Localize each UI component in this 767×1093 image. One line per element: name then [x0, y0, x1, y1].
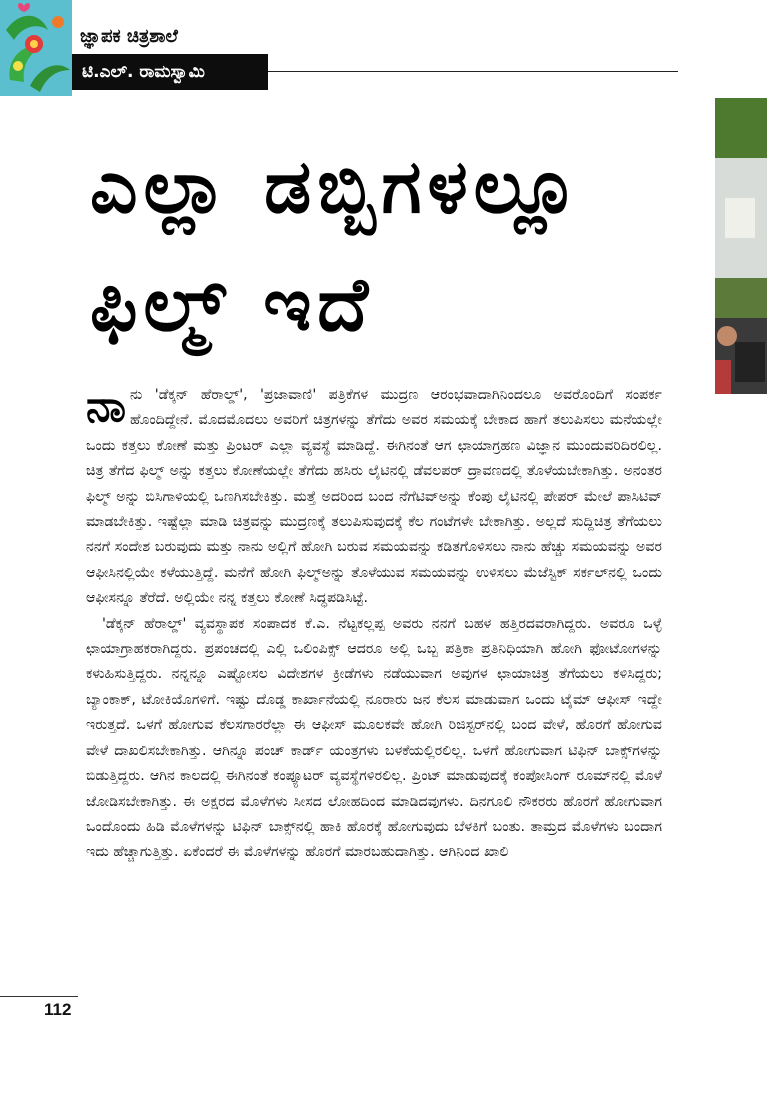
paragraph-1-text: ನು 'ಡೆಕ್ಕನ್ ಹೆರಾಲ್ಡ್', 'ಪ್ರಜಾವಾಣಿ' ಪತ್ರಿಕೆಗಳ ಮುದ್ರಣ ಆರಂಭವಾದಾಗಿನಿಂದಲೂ ಅವರೊಂದಿಗೆ ಸಂಪರ್ಕ ಹೊಂದಿದ್ದೇನೆ. ಮೊದಮೊದಲು ಅವರಿಗೆ ಚಿತ್ರಗಳನ್ನು ತೆಗೆದು ಅವರ ಸಮಯಕ್ಕೆ ಬೇಕಾದ ಹಾಗೆ ತಲುಪಿಸಲು ಮನೆಯಲ್ಲೇ ಒಂದು ಕತ್ತಲು ಕೋಣೆ ಮತ್ತು ಪ್ರಿಂಟರ್ ಎಲ್ಲಾ ವ್ಯವಸ್ಥೆ ಮಾಡಿದ್ದೆ. ಈಗಿನಂತೆ ಆಗ ಛಾಯಾಗ್ರಹಣ ವಿಜ್ಞಾನ ಮುಂದುವರಿದಿರಲಿಲ್ಲ. ಚಿತ್ರ ತೆಗೆದ ಫಿಲ್ಮ್ ಅನ್ನು ಕತ್ತಲು ಕೋಣೆಯಲ್ಲೇ ತೆಗೆದು ಹಸಿರು ಲೈಟಿನಲ್ಲಿ ಡೆವಲಪರ್ ದ್ರಾವಣದಲ್ಲಿ ತೊಳೆಯಬೇಕಾಗಿತ್ತು. ಅನಂತರ ಫಿಲ್ಮ್ ಅನ್ನು ಬಿಸಿಗಾಳಿಯಲ್ಲಿ ಒಣಗಿಸಬೇಕಿತ್ತು. ಮತ್ತೆ ಅದರಿಂದ ಬಂದ ನೆಗೆಟಿವ್‌ಅನ್ನು ಕೆಂಪು ಲೈಟಿನಲ್ಲಿ ಪೇಪರ್ ಮೇಲೆ ಪಾಸಿಟಿವ್ ಮಾಡಬೇಕಿತ್ತು. ಇಷ್ಟೆಲ್ಲಾ ಮಾಡಿ ಚಿತ್ರವನ್ನು ಮುದ್ರಣಕ್ಕೆ ತಲುಪಿಸುವುದಕ್ಕೆ ಕೆಲ ಗಂಟೆಗಳೇ ಬೇಕಾಗಿತ್ತು. ಅಲ್ಲದೆ ಸುದ್ದಿಚಿತ್ರ ತೆಗೆಯಲು ನನಗೆ ಸಂದೇಶ ಬರುವುದು ಮತ್ತು ನಾನು ಅಲ್ಲಿಗೆ ಹೋಗಿ ಬರುವ ಸಮಯವನ್ನು ಕಡಿತಗೊಳಿಸಲು ನಾನು ಹೆಚ್ಚು ಸಮಯವನ್ನು ಅವರ ಆಫೀಸಿನಲ್ಲಿಯೇ ಕಳೆಯುತ್ತಿದ್ದೆ. ಮನೆಗೆ ಹೋಗಿ ಫಿಲ್ಮ್‌ಅನ್ನು ತೊಳೆಯುವ ಸಮಯವನ್ನು ಉಳಿಸಲು ಮೆಜೆಸ್ಟಿಕ್ ಸರ್ಕಲ್‌ನಲ್ಲಿ ಒಂದು ಆಫೀಸನ್ನೂ ತೆರೆದೆ. ಅಲ್ಲಿಯೇ ನನ್ನ ಕತ್ತಲು ಕೋಣೆ ಸಿದ್ಧಪಡಿಸಿಟ್ಟೆ. — [86, 387, 662, 607]
series-logo — [0, 0, 72, 96]
drop-cap: ನಾ — [86, 381, 126, 432]
page-number: 112 — [44, 1000, 72, 1019]
article-headline — [90, 128, 700, 364]
header-rule — [268, 71, 678, 72]
flower-logo-icon — [0, 0, 72, 96]
street-photo-image — [715, 98, 767, 394]
article-body — [86, 383, 662, 866]
headline-line-1: ಎಲ್ಲಾ ಡಬ್ಬಿಗಳಲ್ಲೂ — [90, 144, 584, 230]
side-photo — [715, 98, 767, 394]
footer-rule — [0, 996, 78, 997]
headline-line-2: ಫಿಲ್ಮ್ ಇದೆ — [90, 262, 375, 348]
author-byline: ಟಿ.ಎಲ್. ರಾಮಸ್ವಾಮಿ — [72, 54, 268, 90]
paragraph-2: 'ಡೆಕ್ಕನ್ ಹೆರಾಲ್ಡ್' ವ್ಯವಸ್ಥಾಪಕ ಸಂಪಾದಕ ಕೆ.ಎ. ನೆಟ್ಟಕಲ್ಲಪ್ಪ ಅವರು ನನಗೆ ಬಹಳ ಹತ್ತಿರದವರಾಗಿದ್ದರು. ಅವರೂ ಒಳ್ಳೆ ಛಾಯಾಗ್ರಾಹಕರಾಗಿದ್ದರು. ಪ್ರಪಂಚದಲ್ಲಿ ಎಲ್ಲಿ ಒಲಿಂಪಿಕ್ಸ್ ಆದರೂ ಅಲ್ಲಿ ಒಬ್ಬ ಪತ್ರಿಕಾ ಪ್ರತಿನಿಧಿಯಾಗಿ ಹೋಗಿ ಫೋಟೋಗಳನ್ನು ಕಳುಹಿಸುತ್ತಿದ್ದರು. ನನ್ನನ್ನೂ ಎಷ್ಟೋಸಲ ವಿದೇಶಗಳ ಕ್ರೀಡೆಗಳು ನಡೆಯುವಾಗ ಅವುಗಳ ಛಾಯಾಚಿತ್ರ ತೆಗೆಯಲು ಕಳಿಸಿದ್ದರು; ಬ್ಯಾಂಕಾಕ್, ಟೋಕಿಯೊಗಳಿಗೆ. ಇಷ್ಟು ದೊಡ್ಡ ಕಾರ್ಖಾನೆಯಲ್ಲಿ ನೂರಾರು ಜನ ಕೆಲಸ ಮಾಡುವಾಗ ಒಂದು ಟೈಮ್ ಆಫೀಸ್ ಇದ್ದೇ ಇರುತ್ತದೆ. ಒಳಗೆ ಹೋಗುವ ಕೆಲಸಗಾರರೆಲ್ಲಾ ಈ ಆಫೀಸ್ ಮೂಲಕವೇ ಹೋಗಿ ರಿಜಿಸ್ಟರ್‌ನಲ್ಲಿ ಬಂದ ವೇಳೆ, ಹೊರಗೆ ಹೋಗುವ ವೇಳೆ ದಾಖಲಿಸಬೇಕಾಗಿತ್ತು. ಆಗಿನ್ನೂ ಪಂಚ್ ಕಾರ್ಡ್ ಯಂತ್ರಗಳು ಬಳಕೆಯಲ್ಲಿರಲಿಲ್ಲ. ಒಳಗೆ ಹೋಗುವಾಗ ಟಿಫಿನ್ ಬಾಕ್ಸ್‌ಗಳನ್ನು ಬಿಡುತ್ತಿದ್ದರು. ಆಗಿನ ಕಾಲದಲ್ಲಿ ಈಗಿನಂತೆ ಕಂಪ್ಯೂಟರ್ ವ್ಯವಸ್ಥೆಗಳಿರಲಿಲ್ಲ. ಪ್ರಿಂಟ್ ಮಾಡುವುದಕ್ಕೆ ಕಂಪೋಸಿಂಗ್ ರೂಮ್‌ನಲ್ಲಿ ಮೊಳೆ ಜೋಡಿಸಬೇಕಾಗಿತ್ತು. ಈ ಅಕ್ಷರದ ಮೊಳೆಗಳು ಸೀಸದ ಲೋಹದಿಂದ ಮಾಡಿದವುಗಳು. ದಿನಗೂಲಿ ನೌಕರರು ಹೊರಗೆ ಹೋಗುವಾಗ ಒಂದೊಂದು ಹಿಡಿ ಮೊಳೆಗಳನ್ನು ಟಿಫಿನ್ ಬಾಕ್ಸ್‌ನಲ್ಲಿ ಹಾಕಿ ಹೊರಕ್ಕೆ ಹೋಗುವುದು ಬೆಳಕಿಗೆ ಬಂತು. ತಾಮ್ರದ ಮೊಳೆಗಳು ಬಂದಾಗ ಇದು ಹೆಚ್ಚಾಗುತ್ತಿತ್ತು. ಏಕೆಂದರೆ ಈ ಮೊಳೆಗಳನ್ನು ಹೊರಗೆ ಮಾರಬಹುದಾಗಿತ್ತು. ಆಗಿನಿಂದ ಖಾಲಿ — [86, 615, 662, 861]
series-title: ಜ್ಞಾಪಕ ಚಿತ್ರಶಾಲೆ — [80, 26, 178, 47]
paragraph-1 — [86, 383, 662, 612]
